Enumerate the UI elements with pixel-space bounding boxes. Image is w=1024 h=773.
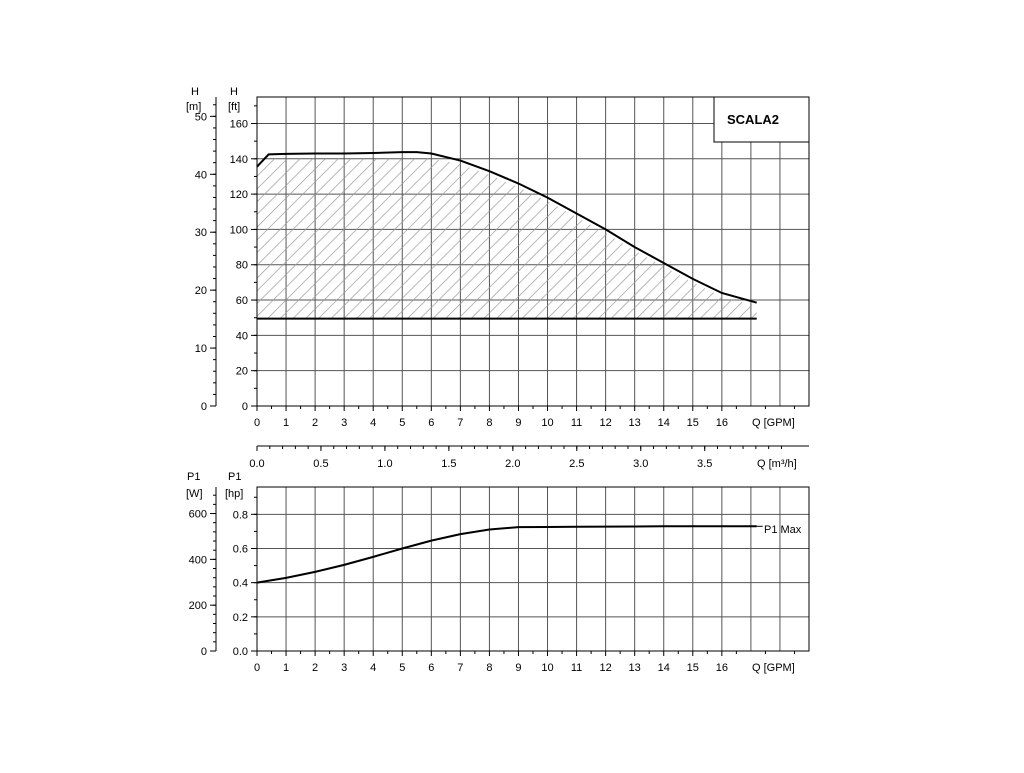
head-ft-axis-unit: [ft] — [228, 101, 241, 113]
left-axis-tick-label: 0 — [200, 646, 207, 658]
right-axis-tick-label: 0.2 — [232, 611, 248, 624]
left-axis-tick-label: 10 — [194, 343, 207, 356]
p1-max-label: P1 Max — [764, 524, 802, 536]
right-axis-tick-label: 140 — [229, 153, 248, 166]
x-tick-label: 6 — [428, 417, 435, 429]
x-tick-label: 9 — [515, 662, 522, 674]
right-axis-tick-label: 100 — [229, 224, 248, 237]
m3h-tick-label: 3.0 — [633, 458, 649, 470]
flow-m3h-unit-label: Q [m³/h] — [757, 458, 797, 470]
left-axis-tick-label: 40 — [194, 169, 207, 182]
x-tick-label: 5 — [399, 662, 406, 674]
left-axis-tick-label: 0 — [200, 401, 207, 413]
power-w-axis-unit: [W] — [186, 488, 203, 500]
x-tick-label: 12 — [599, 417, 612, 429]
x-tick-label: 2 — [312, 662, 319, 674]
x-tick-label: 7 — [457, 417, 464, 429]
x-tick-label: 0 — [253, 662, 261, 674]
head-m-axis-unit: [m] — [186, 101, 202, 113]
x-tick-label: 11 — [570, 662, 583, 674]
right-axis-tick-label: 60 — [235, 295, 248, 308]
x-tick-label: 11 — [570, 417, 583, 429]
x-tick-label: 10 — [541, 662, 554, 674]
x-tick-label: 15 — [686, 662, 699, 674]
head-m-axis — [195, 97, 216, 413]
head-gpm-unit-label: Q [GPM] — [752, 417, 795, 429]
x-tick-label: 9 — [515, 417, 522, 429]
left-axis-tick-label: 20 — [194, 285, 207, 298]
x-tick-label: 1 — [282, 662, 290, 674]
m3h-tick-label: 3.5 — [697, 458, 713, 470]
power-grid — [257, 487, 809, 651]
x-tick-label: 8 — [486, 417, 493, 429]
power-w-axis — [189, 487, 216, 658]
m3h-tick-label: 1.5 — [441, 458, 457, 470]
left-axis-tick-label: 200 — [188, 600, 207, 613]
m3h-tick-label: 1.0 — [377, 458, 393, 470]
right-axis-tick-label: 0.6 — [232, 543, 248, 556]
right-axis-tick-label: 80 — [235, 259, 248, 272]
x-tick-label: 6 — [428, 662, 435, 674]
m3h-tick-label: 2.0 — [505, 458, 521, 470]
right-axis-tick-label: 0.8 — [232, 509, 248, 522]
power-hp-axis-unit: [hp] — [225, 488, 244, 500]
m3h-tick-label: 0.0 — [249, 458, 265, 470]
x-tick-label: 7 — [457, 662, 464, 674]
left-axis-tick-label: 400 — [188, 554, 207, 567]
x-tick-label: 16 — [715, 417, 728, 429]
x-tick-label: 3 — [341, 662, 348, 674]
x-tick-label: 15 — [686, 417, 699, 429]
x-tick-label: 13 — [628, 662, 641, 674]
x-tick-label: 10 — [541, 417, 554, 429]
power-w-axis-label: P1 — [187, 471, 201, 483]
x-tick-label: 1 — [282, 417, 290, 429]
x-tick-label: 5 — [399, 417, 406, 429]
x-tick-label: 4 — [370, 662, 377, 674]
x-tick-label: 0 — [253, 417, 261, 429]
right-axis-tick-label: 0.4 — [232, 577, 248, 590]
flow-m3h-axis — [249, 446, 809, 470]
x-tick-label: 12 — [599, 662, 612, 674]
x-tick-label: 3 — [341, 417, 348, 429]
head-gpm-axis — [254, 406, 795, 429]
x-tick-label: 13 — [628, 417, 641, 429]
right-axis-tick-label: 40 — [235, 330, 248, 343]
model-name: SCALA2 — [727, 112, 780, 127]
x-tick-label: 4 — [370, 417, 377, 429]
head-panel — [186, 86, 809, 429]
x-tick-label: 14 — [657, 662, 670, 674]
power-gpm-axis — [254, 651, 795, 674]
power-plot-frame — [257, 487, 809, 651]
head-m-axis-label: H — [191, 86, 199, 98]
x-tick-label: 14 — [657, 417, 670, 429]
head-ft-axis — [230, 106, 257, 413]
power-curve-line — [257, 526, 757, 582]
left-axis-tick-label: 600 — [188, 508, 207, 521]
power-gpm-unit-label: Q [GPM] — [752, 662, 795, 674]
x-tick-label: 16 — [715, 662, 728, 674]
power-hp-axis-label: P1 — [228, 471, 242, 483]
right-axis-tick-label: 0.0 — [232, 646, 248, 658]
right-axis-tick-label: 160 — [229, 118, 248, 131]
right-axis-tick-label: 0 — [241, 401, 248, 413]
left-axis-tick-label: 30 — [194, 227, 207, 240]
right-axis-tick-label: 120 — [229, 189, 248, 202]
left-axis-tick-label: 50 — [194, 111, 207, 124]
m3h-tick-label: 2.5 — [569, 458, 585, 470]
x-tick-label: 8 — [486, 662, 493, 674]
operating-range-hatch — [257, 159, 757, 319]
m3h-tick-label: 0.5 — [313, 458, 329, 470]
head-ft-axis-label: H — [230, 86, 238, 98]
power-hp-axis — [233, 497, 257, 658]
power-panel — [186, 471, 809, 674]
x-tick-label: 2 — [312, 417, 319, 429]
right-axis-tick-label: 20 — [235, 365, 248, 378]
